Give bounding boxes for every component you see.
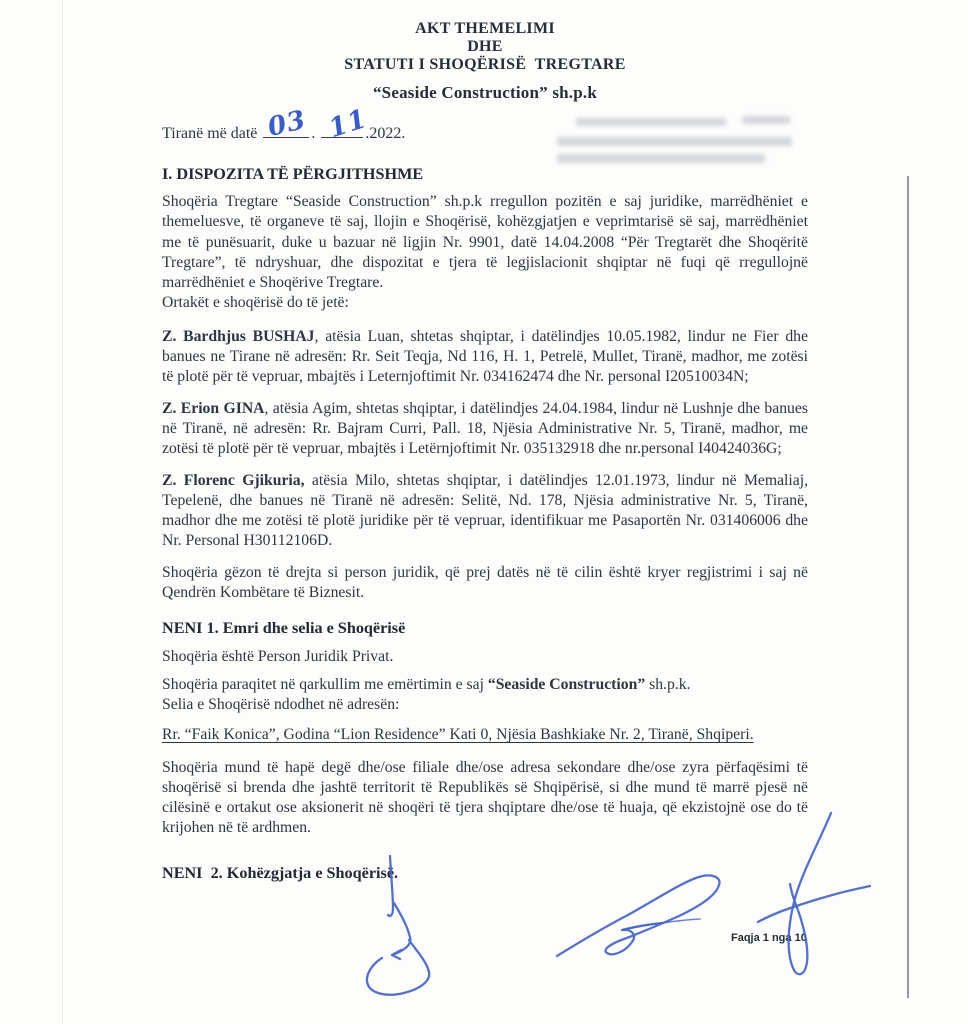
partner-details: atësia Milo, shtetas shqiptar, i datëlindjes 12.01.1973, lindur në Memaliaj, Tepelenë, dhe banues në Tiranë në adresën: Selitë, Nd. 178, Njësia administrative Nr. 5, Tiranë, madhor dhe me zotësi të plotë juridike për të vepruar, identifikuar me Pasaportën Nr. 031406006 dhe Nr. Personal H30112106D. xyxy=(162,471,808,550)
partner-details: , atësia Agim, shtetas shqiptar, i datëlindjes 24.04.1984, lindur në Lushnje dhe banues në Tiranë, në adresën: Rr. Bajram Curri, Pall. 18, Njësia Administrative Nr. 5, Tiranë, madhor, me zotësi të plotë për të vepruar, mbajtës i Letërnjoftimit Nr. 035132918 dhe nr.personal I40424036G; xyxy=(162,399,808,458)
partner-paragraph xyxy=(162,471,808,552)
date-month-underline xyxy=(321,103,372,145)
partners-intro: Ortakët e shoqërisë do të jetë: xyxy=(162,294,349,312)
date-day-underline xyxy=(263,105,310,143)
heading-neni-2: NENI 2. Kohëzgjatja e Shoqërisë. xyxy=(162,863,399,882)
handwritten-signature-middle xyxy=(557,875,719,956)
partner-name: Z. Florenc Gjikuria, xyxy=(162,471,305,489)
page-left-edge-line xyxy=(62,0,63,1024)
date-line xyxy=(162,103,808,149)
general-provisions-text: Shoqëria Tregtare “Seaside Construction” sh.p.k rregullon pozitën e saj juridike, marrëdhëniet e themeluesve, të organeve të saj, llojin e Shoqërisë, kohëzgjatjen e veprimtarisë së saj, marrëdhëniet me të punësuarit, duke u bazuar në ligjin Nr. 9901, datë 14.04.2008 “Për Tregtarët dhe Shoqëritë Tregtare”, të ndryshuar, dhe dispozitat e tjera të legjislacionit shqiptar në fuqi që rregullojnë marrëdhëniet e Shoqërive Tregtare. xyxy=(162,193,808,292)
date-suffix: .2022. xyxy=(365,125,406,142)
partner-paragraph xyxy=(162,327,808,388)
doc-title-line-3: STATUTI I SHOQËRISË TREGTARE xyxy=(344,56,626,73)
doc-title-line-2: DHE xyxy=(467,38,503,55)
company-presentation-post: sh.p.k. xyxy=(645,675,691,693)
partner-name: Z. Erion GINA xyxy=(162,399,265,417)
date-dot-1: . xyxy=(311,125,316,142)
date-prefix: Tiranë më datë xyxy=(162,125,258,142)
partner-paragraph xyxy=(162,399,808,460)
heading-neni-1: NENI 1. Emri dhe selia e Shoqërisë xyxy=(162,619,406,638)
company-presentation-bold: “Seaside Construction” xyxy=(487,675,646,693)
paragraph-selia: Selia e Shoqërisë ndodhet në adresën: xyxy=(162,695,400,713)
page-footer-label: Faqja 1 nga 10 xyxy=(731,932,807,944)
company-name-line: “Seaside Construction” sh.p.k xyxy=(372,83,597,102)
document-body-column xyxy=(162,0,808,884)
doc-title-line-1: AKT THEMELIMI xyxy=(415,20,555,37)
company-presentation-pre: Shoqëria paraqitet në qarkullim me emërtimin e saj xyxy=(162,675,488,693)
paragraph-branches: Shoqëria mund të hapë degë dhe/ose filiale dhe/ose adresa sekondare dhe/ose zyra përfaqësimi të shoqërisë si brenda dhe jashtë territorit të Republikës së Shqipërisë, si dhe mund të marrë pjesë në cilësinë e ortakut ose aksionerit në shoqëri të tjera shqiptare dhe/ose të huaja, që ekzistojnë ose do të krijohen në të ardhmen. xyxy=(162,758,808,837)
document-title-block xyxy=(162,20,808,103)
date-day-handwritten: 03 xyxy=(265,105,310,143)
section-heading-dispozita: I. DISPOZITA TË PËRGJITHSHME xyxy=(162,165,424,183)
partner-name: Z. Bardhjus BUSHAJ xyxy=(162,327,315,345)
partner-details: , atësia Luan, shtetas shqiptar, i datëlindjes 10.05.1982, lindur ne Fier dhe banues ne Tirane në adresën: Rr. Seit Teqja, Nd 116, H. 1, Petrelë, Mullet, Tiranë, madhor, me zotësi të plotë për të vepruar, mbajtës i Leternjoftimit Nr. 034162474 dhe Nr. personal I20510034N; xyxy=(162,327,808,386)
paragraph-company-presentation xyxy=(162,675,808,716)
paragraph-legal-person: Shoqëria gëzon të drejta si person juridik, që prej datës në të cilin është kryer regjistrimi i saj në Qendrën Kombëtare të Biznesit. xyxy=(162,563,808,602)
date-month-handwritten: 11 xyxy=(325,103,372,145)
paragraph-juridik-privat: Shoqëria është Person Juridik Privat. xyxy=(162,648,394,666)
paragraph-general-provisions xyxy=(162,192,808,314)
address-underlined: Rr. “Faik Konica”, Godina “Lion Residence” Kati 0, Njësia Bashkiake Nr. 2, Tiranë, Shqiperi. xyxy=(162,726,754,744)
page-fold-line xyxy=(907,176,909,998)
